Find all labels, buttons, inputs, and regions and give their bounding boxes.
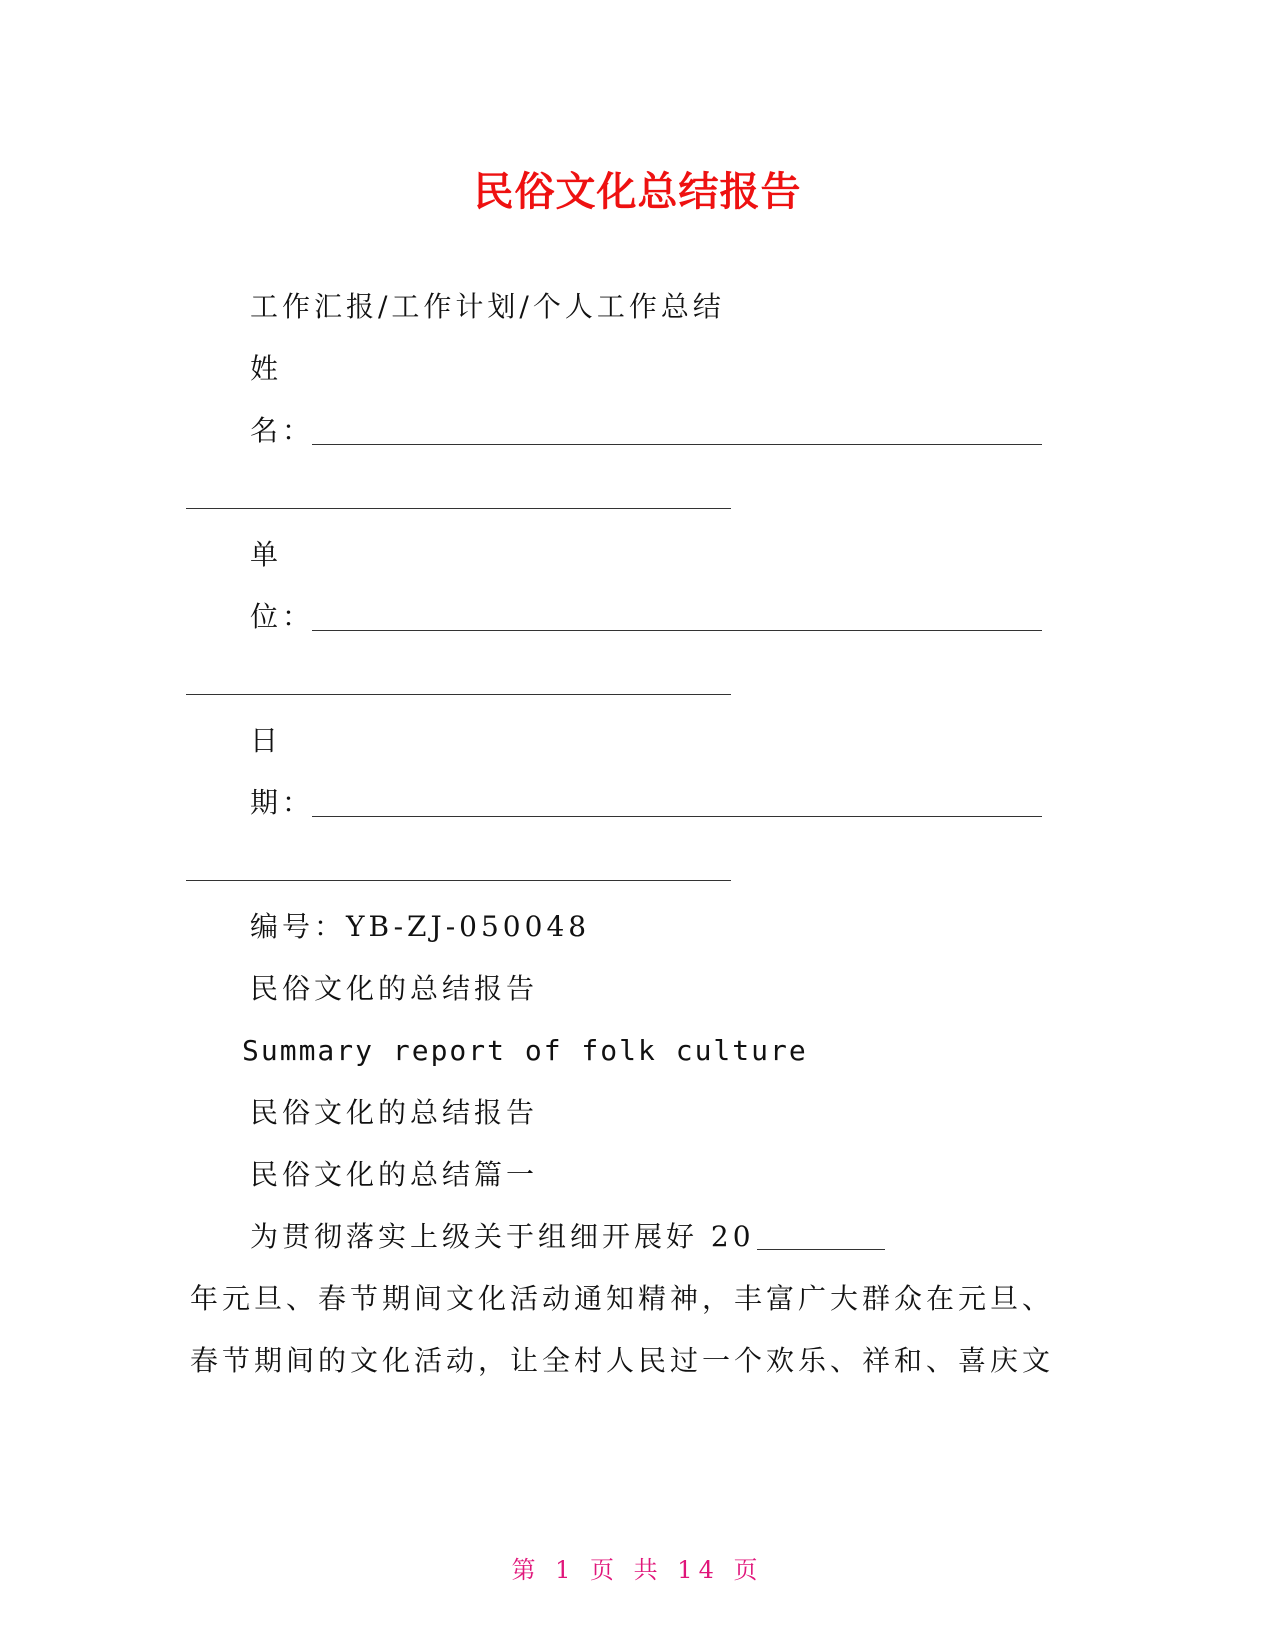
date-fill-line [312,816,1042,817]
body-line-3: 春节期间的文化活动，让全村人民过一个欢乐、祥和、喜庆文 [190,1344,1055,1377]
name-fill-line [312,444,1042,445]
heading-cn: 民俗文化的总结报告 [250,972,539,1005]
unit-label: 位： [250,600,315,633]
unit-fill-line-continued [186,694,731,695]
name-label-top: 姓 [250,352,283,385]
date-label: 期： [250,786,315,819]
body-line-2: 年元旦、春节期间文化活动通知精神，丰富广大群众在元旦、 [190,1282,1055,1315]
name-label: 名： [250,414,315,447]
heading-cn-repeat: 民俗文化的总结报告 [250,1096,539,1129]
unit-label-top: 单 [250,538,283,571]
unit-fill-line [312,630,1042,631]
document-title: 民俗文化总结报告 [473,169,802,215]
body-line-1-text: 为贯彻落实上级关于组细开展好 20 [250,1220,755,1253]
document-code: 编号：YB-ZJ-050048 [250,910,591,943]
document-subtitle: 工作汇报/工作计划/个人工作总结 [250,290,725,323]
page-number-footer: 第 1 页 共 14 页 [511,1556,764,1584]
section-title: 民俗文化的总结篇一 [250,1158,539,1191]
heading-en: Summary report of folk culture [242,1034,808,1067]
date-label-top: 日 [250,724,283,757]
year-blank [757,1248,885,1250]
name-fill-line-continued [186,508,731,509]
body-line-1 [250,1220,885,1254]
date-fill-line-continued [186,880,731,881]
